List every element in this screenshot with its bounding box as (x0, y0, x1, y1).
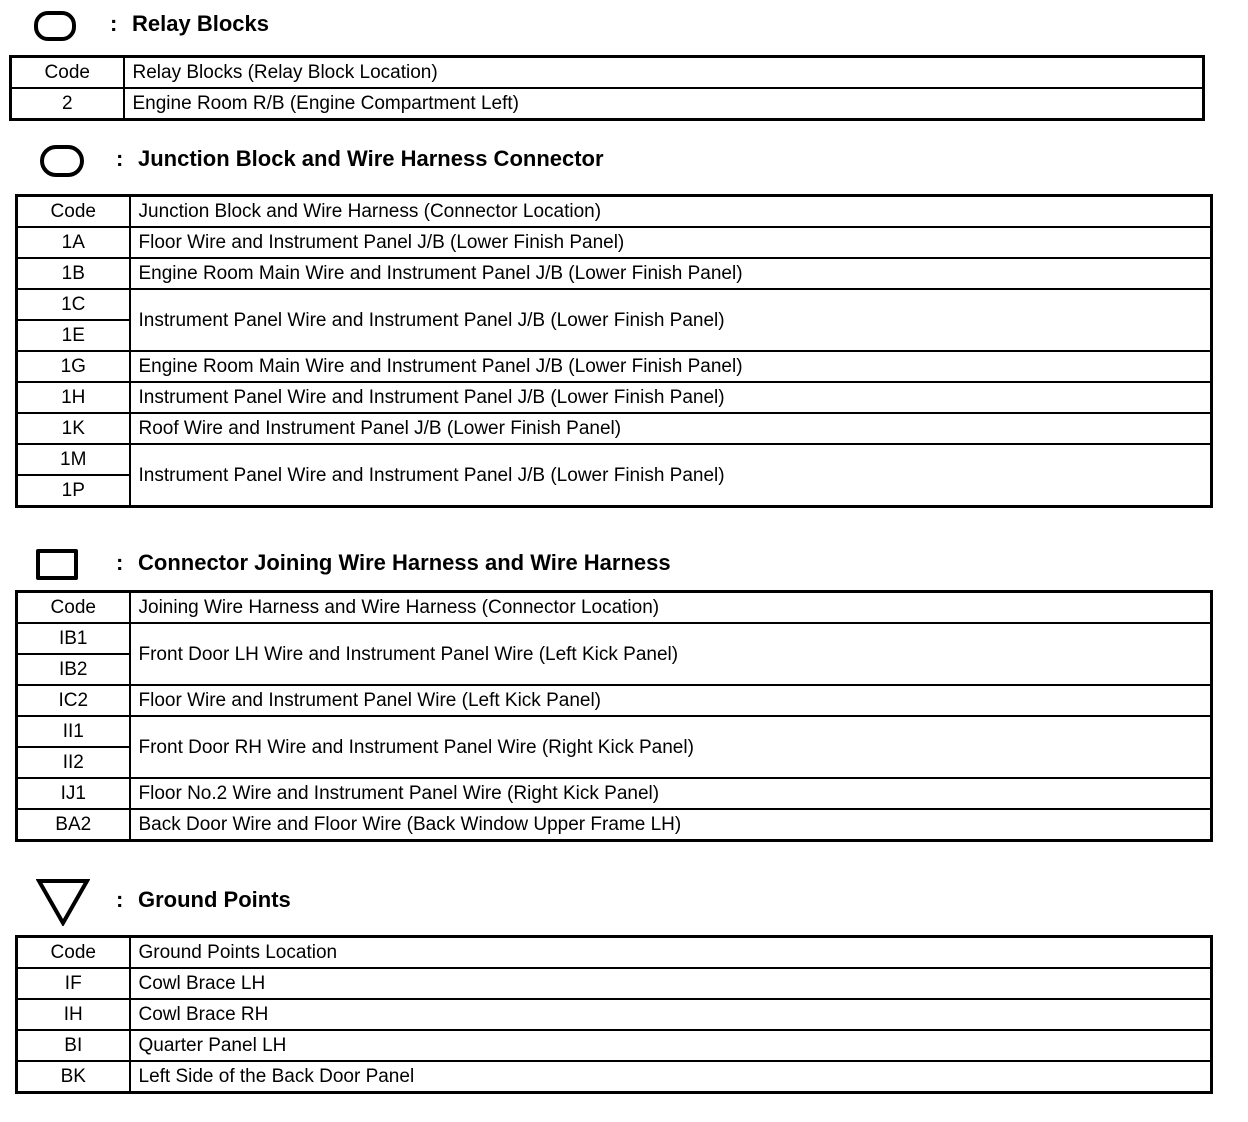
location-cell: Floor Wire and Instrument Panel J/B (Lower Finish Panel) (130, 227, 1212, 258)
header-description: Junction Block and Wire Harness (Connector Location) (130, 196, 1212, 228)
code-cell: 1E (17, 320, 130, 351)
code-cell: BI (17, 1030, 130, 1061)
table-row (17, 413, 1212, 444)
section-title-ground: Ground Points (138, 887, 291, 912)
relay-table (9, 55, 1205, 121)
connector-table (15, 590, 1213, 842)
code-cell: 1P (17, 475, 130, 507)
header-code: Code (11, 57, 124, 89)
code-cell: BK (17, 1061, 130, 1093)
location-cell: Back Door Wire and Floor Wire (Back Window Upper Frame LH) (130, 809, 1212, 841)
code-cell: IJ1 (17, 778, 130, 809)
square-icon (36, 549, 78, 580)
location-cell: Front Door LH Wire and Instrument Panel Wire (Left Kick Panel) (130, 623, 1212, 685)
header-code: Code (17, 196, 130, 228)
section-title-junction: Junction Block and Wire Harness Connector (138, 146, 604, 171)
code-cell: BA2 (17, 809, 130, 841)
section-title-connector: Connector Joining Wire Harness and Wire Harness (138, 550, 671, 575)
table-row (17, 809, 1212, 841)
table-row (17, 382, 1212, 413)
location-cell: Front Door RH Wire and Instrument Panel Wire (Right Kick Panel) (130, 716, 1212, 778)
code-cell: 1H (17, 382, 130, 413)
colon-ground: : (116, 887, 124, 912)
table-row (17, 778, 1212, 809)
triangle-icon (36, 878, 90, 926)
code-cell: 2 (11, 88, 124, 120)
code-cell: IB2 (17, 654, 130, 685)
colon-junction: : (116, 146, 124, 171)
code-cell: 1G (17, 351, 130, 382)
rounded-oval-icon (34, 11, 76, 41)
location-cell: Cowl Brace LH (130, 968, 1212, 999)
code-cell: 1C (17, 289, 130, 320)
table-row (17, 351, 1212, 382)
table-header-row (17, 196, 1212, 228)
table-header-row (17, 592, 1212, 624)
section-title-relay: Relay Blocks (132, 11, 269, 36)
code-cell: IB1 (17, 623, 130, 654)
oval-icon (40, 145, 84, 177)
colon-relay: : (110, 11, 118, 36)
header-description: Joining Wire Harness and Wire Harness (Connector Location) (130, 592, 1212, 624)
location-cell: Quarter Panel LH (130, 1030, 1212, 1061)
table-row (17, 289, 1212, 320)
table-row (17, 623, 1212, 654)
location-cell: Floor Wire and Instrument Panel Wire (Left Kick Panel) (130, 685, 1212, 716)
header-description: Relay Blocks (Relay Block Location) (124, 57, 1204, 89)
location-cell: Engine Room Main Wire and Instrument Panel J/B (Lower Finish Panel) (130, 258, 1212, 289)
code-cell: IH (17, 999, 130, 1030)
header-description: Ground Points Location (130, 937, 1212, 969)
code-cell: II1 (17, 716, 130, 747)
location-cell: Roof Wire and Instrument Panel J/B (Lower Finish Panel) (130, 413, 1212, 444)
location-cell: Cowl Brace RH (130, 999, 1212, 1030)
location-cell: Floor No.2 Wire and Instrument Panel Wire (Right Kick Panel) (130, 778, 1212, 809)
location-cell: Engine Room R/B (Engine Compartment Left) (124, 88, 1204, 120)
junction-table (15, 194, 1213, 508)
location-cell: Left Side of the Back Door Panel (130, 1061, 1212, 1093)
code-cell: II2 (17, 747, 130, 778)
location-cell: Instrument Panel Wire and Instrument Panel J/B (Lower Finish Panel) (130, 289, 1212, 351)
table-row (17, 716, 1212, 747)
table-row (17, 227, 1212, 258)
location-cell: Instrument Panel Wire and Instrument Panel J/B (Lower Finish Panel) (130, 444, 1212, 507)
header-code: Code (17, 592, 130, 624)
table-row (17, 999, 1212, 1030)
location-cell: Instrument Panel Wire and Instrument Panel J/B (Lower Finish Panel) (130, 382, 1212, 413)
table-row (11, 88, 1204, 120)
table-row (17, 444, 1212, 475)
code-cell: IF (17, 968, 130, 999)
code-cell: 1A (17, 227, 130, 258)
code-cell: 1M (17, 444, 130, 475)
table-header-row (17, 937, 1212, 969)
header-code: Code (17, 937, 130, 969)
code-cell: 1K (17, 413, 130, 444)
table-row (17, 968, 1212, 999)
table-row (17, 685, 1212, 716)
table-row (17, 258, 1212, 289)
ground-table (15, 935, 1213, 1094)
table-row (17, 1030, 1212, 1061)
table-row (17, 1061, 1212, 1093)
location-cell: Engine Room Main Wire and Instrument Panel J/B (Lower Finish Panel) (130, 351, 1212, 382)
code-cell: 1B (17, 258, 130, 289)
colon-connector: : (116, 550, 124, 575)
table-header-row (11, 57, 1204, 89)
code-cell: IC2 (17, 685, 130, 716)
